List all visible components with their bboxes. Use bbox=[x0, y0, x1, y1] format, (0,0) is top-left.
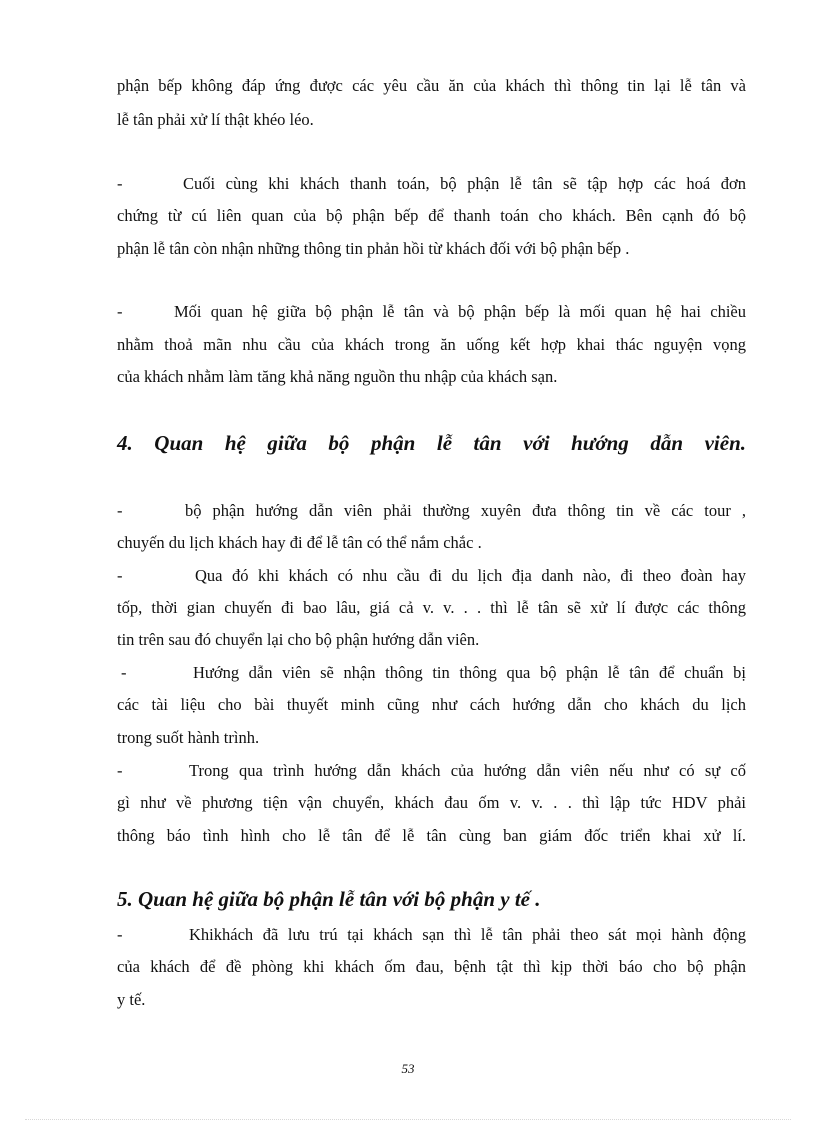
s4-item3-line-2: các tài liệu cho bài thuyết minh cũng như cách hướng dẫn cho khách du lịch bbox=[117, 695, 746, 714]
para1-line-2: chứng từ cú liên quan của bộ phận bếp để thanh toán cho khách. Bên cạnh đó bộ bbox=[117, 206, 746, 225]
bullet-dash: - bbox=[121, 663, 127, 682]
bullet-dash: - bbox=[117, 566, 123, 585]
para2-line-1: Mối quan hệ giữa bộ phận lễ tân và bộ phận bếp là mối quan hệ hai chiều bbox=[174, 302, 746, 321]
s4-item2-line-2: tốp, thời gian chuyến đi bao lâu, giá cả v. v. . . thì lễ tân sẽ xử lí được các thông bbox=[117, 598, 746, 617]
intro-line-1: phận bếp không đáp ứng được các yêu cầu ăn của khách thì thông tin lại lễ tân và bbox=[117, 76, 746, 95]
para2-line-2: nhằm thoả mãn nhu cầu của khách trong ăn uống kết hợp khai thác nguyện vọng bbox=[117, 335, 746, 354]
s4-item4-line-3: thông báo tình hình cho lễ tân để lễ tân cùng ban giám đốc triển khai xử lí. bbox=[117, 826, 746, 845]
s4-item4-line-1: Trong qua trình hướng dẫn khách của hướng dẫn viên nếu như có sự cố bbox=[189, 761, 746, 780]
s4-item3-line-3: trong suốt hành trình. bbox=[117, 728, 260, 747]
section-4-heading: 4. Quan hệ giữa bộ phận lễ tân với hướng dẫn viên. bbox=[117, 431, 746, 455]
bullet-dash: - bbox=[117, 761, 123, 780]
bullet-dash: - bbox=[117, 925, 123, 944]
intro-line-2: lễ tân phải xử lí thật khéo léo. bbox=[117, 110, 314, 129]
bullet-dash: - bbox=[117, 302, 123, 321]
para2-line-3: của khách nhằm làm tăng khả năng nguồn thu nhập của khách sạn. bbox=[117, 367, 558, 386]
para1-line-1: Cuối cùng khi khách thanh toán, bộ phận lễ tân sẽ tập hợp các hoá đơn bbox=[183, 174, 746, 193]
s4-item1-line-2: chuyến du lịch khách hay đi để lễ tân có thể nắm chắc . bbox=[117, 533, 482, 552]
s4-item2-line-1: Qua đó khi khách có nhu cầu đi du lịch địa danh nào, đi theo đoàn hay bbox=[195, 566, 746, 585]
s5-item-line-2: của khách để đề phòng khi khách ốm đau, bệnh tật thì kịp thời báo cho bộ phận bbox=[117, 957, 746, 976]
s5-item-line-1: Khikhách đã lưu trú tại khách sạn thì lễ tân phải theo sát mọi hành động bbox=[189, 925, 746, 944]
para1-line-3: phận lễ tân còn nhận những thông tin phản hồi từ khách đối với bộ phận bếp . bbox=[117, 239, 630, 258]
s4-item4-line-2: gì như về phương tiện vận chuyển, khách đau ốm v. v. . . thì lập tức HDV phải bbox=[117, 793, 746, 812]
section-5-heading: 5. Quan hệ giữa bộ phận lễ tân với bộ phận y tế . bbox=[117, 887, 541, 911]
s5-item-line-3: y tế. bbox=[117, 990, 146, 1009]
s4-item1-line-1: bộ phận hướng dẫn viên phải thường xuyên đưa thông tin về các tour , bbox=[185, 501, 746, 520]
page-number: 53 bbox=[401, 1061, 415, 1076]
bullet-dash: - bbox=[117, 501, 123, 520]
s4-item2-line-3: tin trên sau đó chuyển lại cho bộ phận hướng dẫn viên. bbox=[117, 630, 480, 649]
bullet-dash: - bbox=[117, 174, 123, 193]
footer-divider bbox=[25, 1119, 791, 1120]
s4-item3-line-1: Hướng dẫn viên sẽ nhận thông tin thông qua bộ phận lễ tân để chuẩn bị bbox=[193, 663, 746, 682]
